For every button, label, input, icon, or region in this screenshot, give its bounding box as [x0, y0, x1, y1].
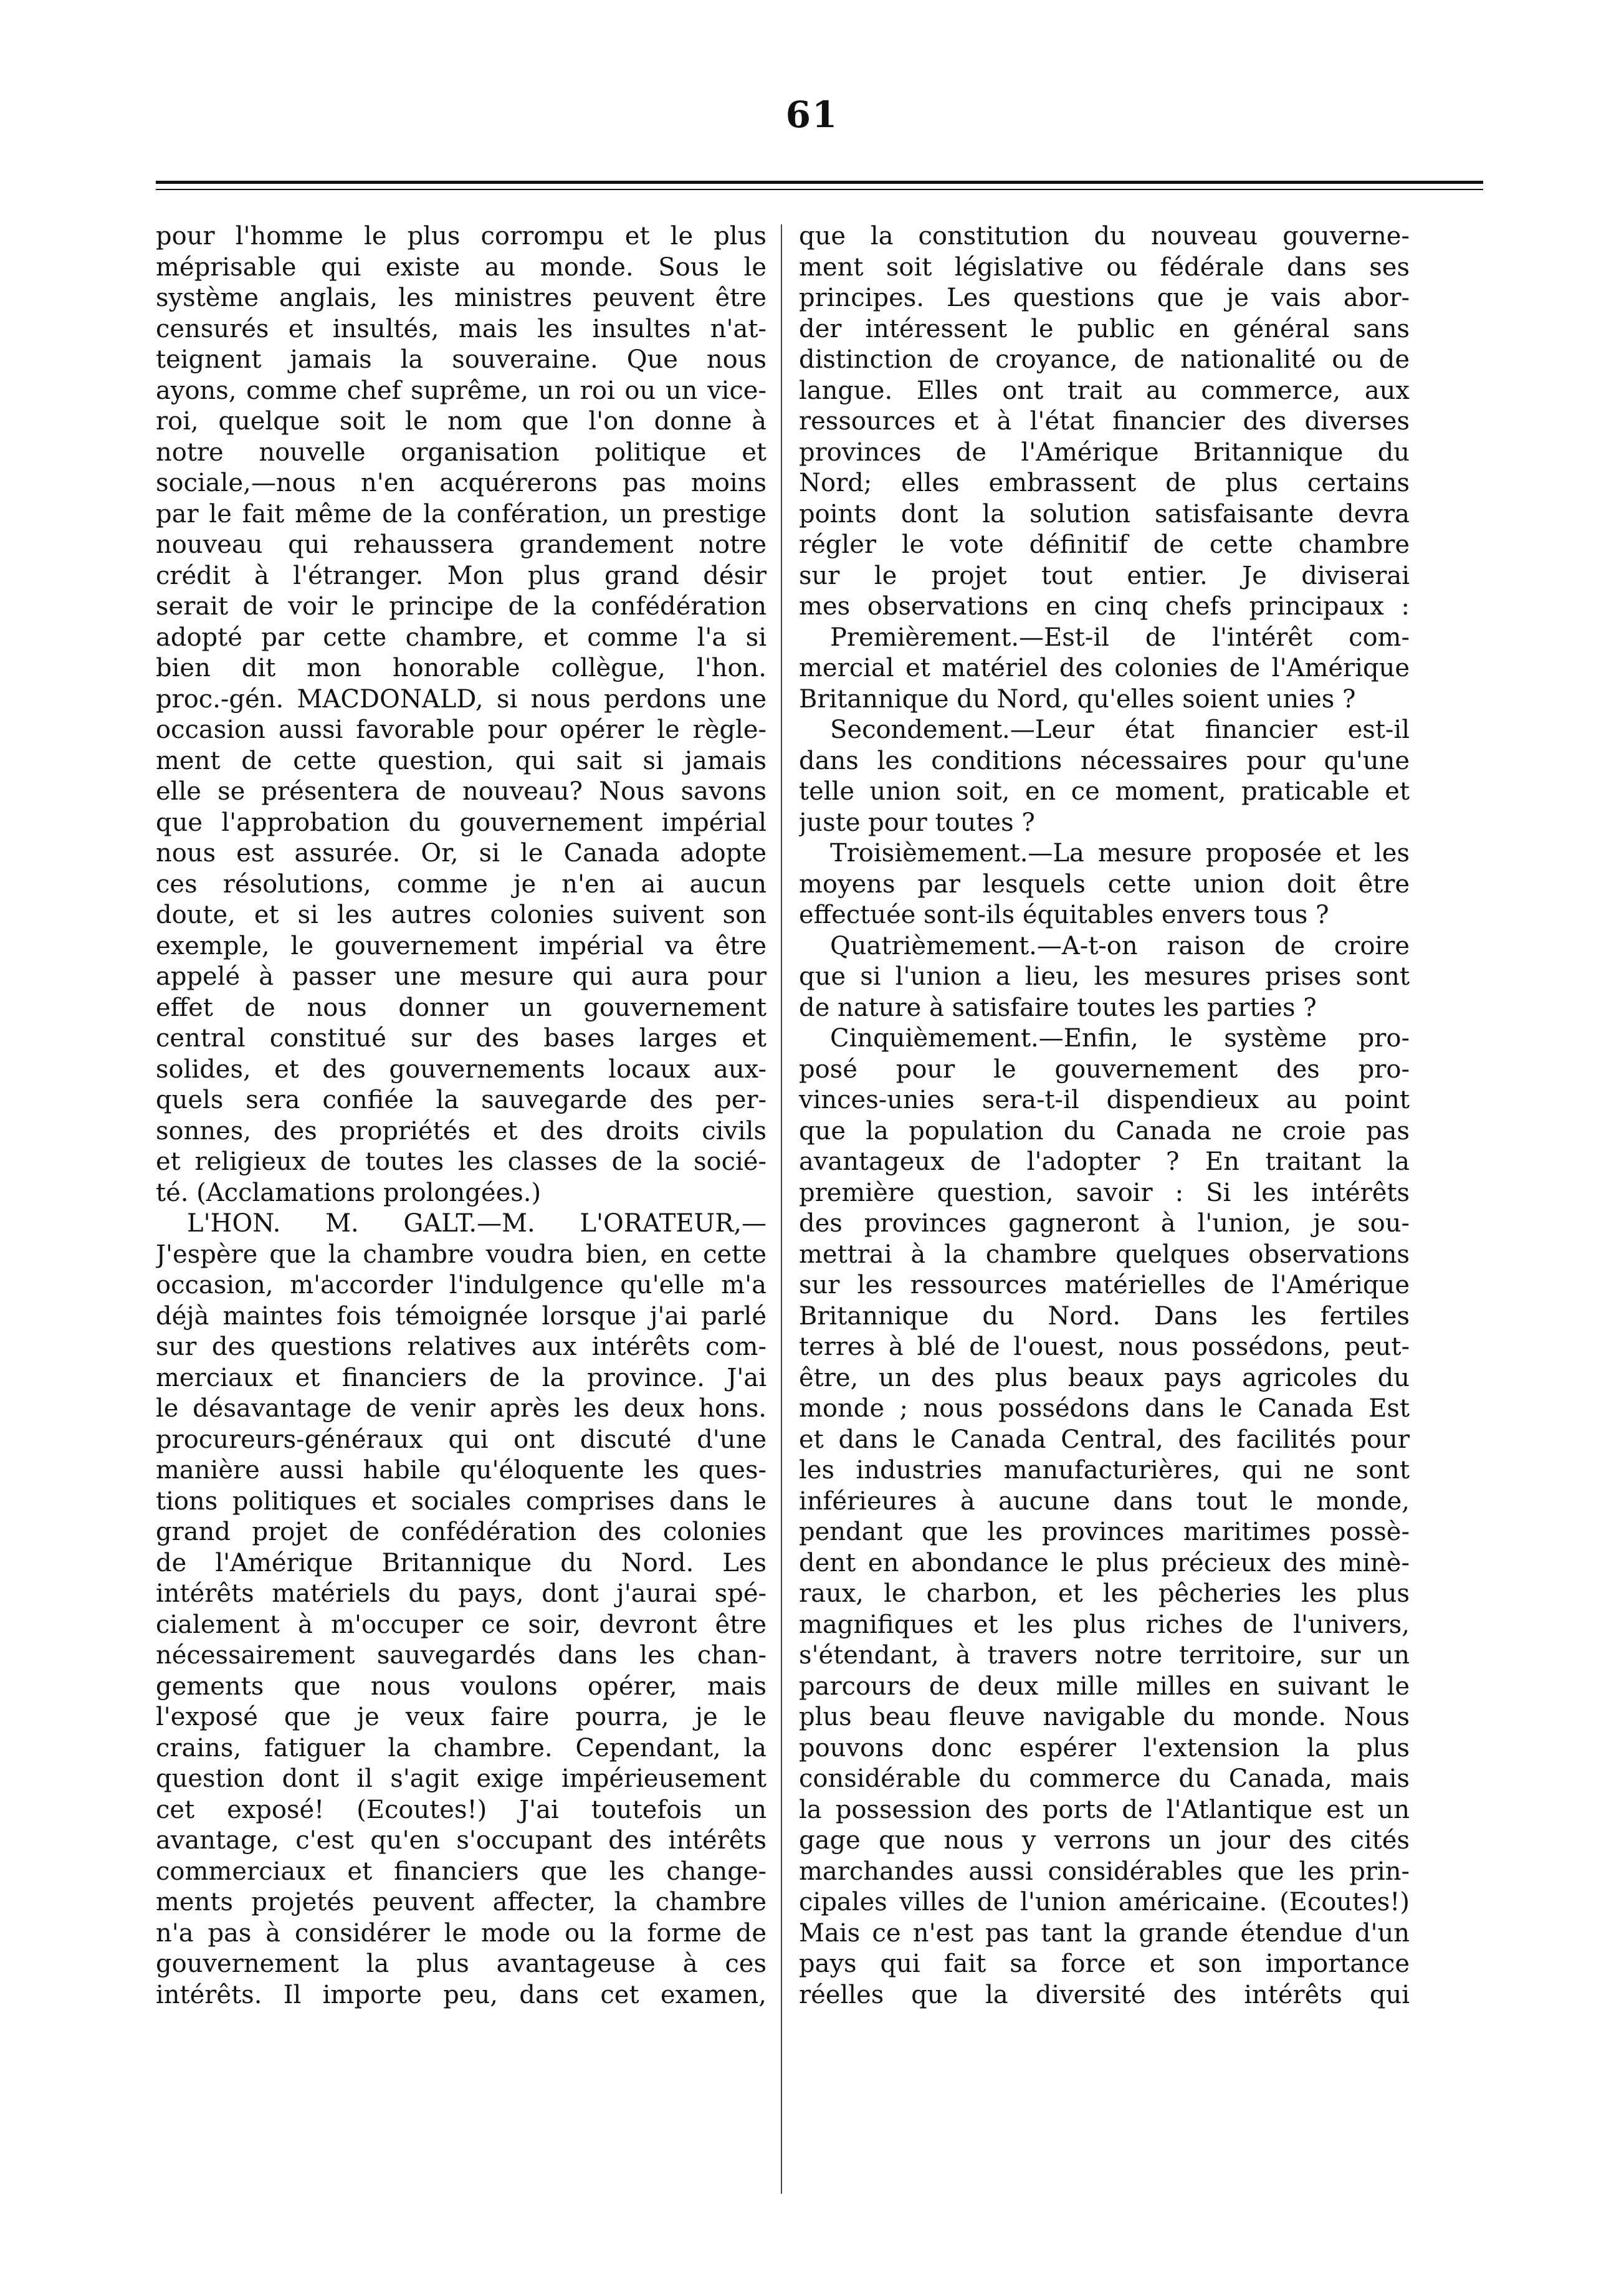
text-line: les industries manufacturières, qui ne sont [799, 1456, 1410, 1485]
text-line: première question, savoir : Si les intérêts [799, 1178, 1410, 1207]
text-line: intérêts. Il importe peu, dans cet examen, [156, 1980, 767, 2009]
text-line: telle union soit, en ce moment, praticable et [799, 777, 1410, 806]
text-line: commerciaux et financiers que les change- [156, 1857, 767, 1886]
text-line: ressources et à l'état financier des diverses [799, 407, 1410, 436]
text-line: serait de voir le principe de la confédération [156, 592, 767, 621]
text-line: der intéressent le public en général sans [799, 314, 1410, 343]
text-line: juste pour toutes ? [799, 808, 1035, 837]
text-line: nouveau qui rehaussera grandement notre [156, 530, 767, 559]
text-line: appelé à passer une mesure qui aura pour [156, 962, 767, 991]
text-line: intérêts matériels du pays, dont j'aurai spé- [156, 1579, 767, 1608]
text-line: monde ; nous possédons dans le Canada Est [799, 1394, 1410, 1423]
column-divider [781, 224, 782, 2194]
text-line: roi, quelque soit le nom que l'on donne à [156, 407, 767, 436]
text-line: ces résolutions, comme je n'en ai aucun [156, 869, 767, 899]
text-line: posé pour le gouvernement des pro- [799, 1055, 1410, 1084]
text-line: occasion, m'accorder l'indulgence qu'elle m'a [156, 1271, 767, 1299]
text-line: que la constitution du nouveau gouverne- [799, 222, 1410, 251]
text-line: et dans le Canada Central, des facilités pour [799, 1425, 1410, 1454]
text-line: procureurs-généraux qui ont discuté d'une [156, 1425, 767, 1454]
text-line: vinces-unies sera-t-il dispendieux au point [799, 1086, 1410, 1114]
text-line: régler le vote définitif de cette chambre [799, 530, 1410, 559]
text-line: ment de cette question, qui sait si jamais [156, 746, 767, 775]
text-line: magnifiques et les plus riches de l'univers, [799, 1610, 1410, 1639]
text-line: s'étendant, à travers notre territoire, sur un [799, 1641, 1410, 1670]
text-line: pouvons donc espérer l'extension la plus [799, 1733, 1410, 1763]
text-line: sur des questions relatives aux intérêts com- [156, 1332, 767, 1361]
left-column [156, 221, 767, 2011]
text-line: doute, et si les autres colonies suivent son [156, 901, 767, 929]
text-line: que la population du Canada ne croie pas [799, 1116, 1410, 1146]
text-line: Britannique du Nord. Dans les fertiles [799, 1301, 1410, 1331]
text-line: effet de nous donner un gouvernement [156, 993, 767, 1022]
text-line: notre nouvelle organisation politique et [156, 438, 767, 467]
text-line: être, un des plus beaux pays agricoles du [799, 1363, 1410, 1392]
text-line: L'HON. M. GALT.—M. L'ORATEUR,— [187, 1209, 767, 1238]
text-line: J'espère que la chambre voudra bien, en cette [156, 1240, 767, 1269]
text-line: teignent jamais la souveraine. Que nous [156, 345, 767, 374]
text-line: Mais ce n'est pas tant la grande étendue d'un [799, 1918, 1410, 1948]
text-line: système anglais, les ministres peuvent être [156, 284, 767, 312]
text-line: réelles que la diversité des intérêts qui [799, 1980, 1410, 2009]
text-line: dent en abondance le plus précieux des minè- [799, 1548, 1410, 1577]
text-line: inférieures à aucune dans tout le monde, [799, 1486, 1410, 1516]
text-line: Cinquièmement.—Enfin, le système pro- [830, 1024, 1410, 1053]
text-line: et religieux de toutes les classes de la socié- [156, 1147, 767, 1176]
text-line: nous est assurée. Or, si le Canada adopte [156, 839, 767, 868]
text-line: par le fait même de la confération, un prestige [156, 499, 767, 529]
text-line: gements que nous voulons opérer, mais [156, 1672, 767, 1701]
text-line: nécessairement sauvegardés dans les chan- [156, 1641, 767, 1670]
text-line: sur les ressources matérielles de l'Amérique [799, 1271, 1410, 1299]
text-line: té. (Acclamations prolongées.) [156, 1178, 542, 1207]
text-line: plus beau fleuve navigable du monde. Nous [799, 1703, 1410, 1731]
text-line: crédit à l'étranger. Mon plus grand désir [156, 561, 767, 590]
text-line: terres à blé de l'ouest, nous possédons, peut- [799, 1332, 1410, 1361]
text-line: quels sera confiée la sauvegarde des per- [156, 1086, 767, 1114]
text-line: distinction de croyance, de nationalité ou de [799, 345, 1410, 374]
text-line: tions politiques et sociales comprises dans le [156, 1486, 767, 1516]
text-line: mettrai à la chambre quelques observations [799, 1240, 1410, 1269]
text-line: pendant que les provinces maritimes possè- [799, 1518, 1410, 1546]
text-line: langue. Elles ont trait au commerce, aux [799, 376, 1410, 405]
text-line: méprisable qui existe au monde. Sous le [156, 252, 767, 282]
text-line: question dont il s'agit exige impérieusement [156, 1764, 767, 1793]
text-line: adopté par cette chambre, et comme l'a si [156, 623, 767, 652]
right-column [799, 221, 1410, 2011]
text-line: bien dit mon honorable collègue, l'hon. [156, 654, 767, 682]
text-line: que si l'union a lieu, les mesures prises sont [799, 962, 1410, 991]
text-line: mes observations en cinq chefs principaux : [799, 592, 1410, 621]
text-line: des provinces gagneront à l'union, je sou- [799, 1209, 1410, 1238]
text-line: grand projet de confédération des colonies [156, 1518, 767, 1546]
text-line: dans les conditions nécessaires pour qu'une [799, 746, 1410, 775]
text-line: que l'approbation du gouvernement impérial [156, 808, 767, 837]
page-number: 61 [785, 93, 839, 136]
text-line: moyens par lesquels cette union doit être [799, 869, 1410, 899]
text-line: pour l'homme le plus corrompu et le plus [156, 222, 767, 251]
text-line: avantageux de l'adopter ? En traitant la [799, 1147, 1410, 1176]
text-line: proc.-gén. MACDONALD, si nous perdons une [156, 684, 767, 714]
text-line: sur le projet tout entier. Je diviserai [799, 561, 1410, 590]
text-line: manière aussi habile qu'éloquente les ques- [156, 1456, 767, 1485]
text-line: Quatrièmement.—A-t-on raison de croire [830, 931, 1410, 960]
text-line: sonnes, des propriétés et des droits civils [156, 1116, 767, 1146]
text-line: points dont la solution satisfaisante devra [799, 499, 1410, 529]
text-line: cialement à m'occuper ce soir, devront être [156, 1610, 767, 1639]
text-line: ments projetés peuvent affecter, la chambre [156, 1888, 767, 1916]
text-line: Troisièmement.—La mesure proposée et les [830, 839, 1410, 868]
text-line: de l'Amérique Britannique du Nord. Les [156, 1548, 767, 1577]
text-line: n'a pas à considérer le mode ou la forme de [156, 1918, 767, 1948]
text-line: sociale,—nous n'en acquérerons pas moins [156, 469, 767, 497]
text-line: raux, le charbon, et les pêcheries les plus [799, 1579, 1410, 1608]
text-line: cipales villes de l'union américaine. (Ecoutes!) [799, 1888, 1410, 1916]
text-line: crains, fatiguer la chambre. Cependant, la [156, 1733, 767, 1763]
text-line: effectuée sont-ils équitables envers tous ? [799, 901, 1329, 929]
text-line: merciaux et financiers de la province. J'ai [156, 1363, 767, 1392]
text-line: censurés et insultés, mais les insultes n'at- [156, 314, 767, 343]
text-line: ment soit législative ou fédérale dans ses [799, 252, 1410, 282]
text-line: avantage, c'est qu'en s'occupant des intérêts [156, 1826, 767, 1855]
text-line: gouvernement la plus avantageuse à ces [156, 1949, 767, 1978]
text-line: mercial et matériel des colonies de l'Amérique [799, 654, 1410, 682]
text-line: central constitué sur des bases larges et [156, 1024, 767, 1053]
text-line: Britannique du Nord, qu'elles soient unies ? [799, 684, 1356, 714]
text-line: gage que nous y verrons un jour des cités [799, 1826, 1410, 1855]
text-line: exemple, le gouvernement impérial va être [156, 931, 767, 960]
text-line: déjà maintes fois témoignée lorsque j'ai parlé [156, 1301, 767, 1331]
text-line: l'exposé que je veux faire pourra, je le [156, 1703, 767, 1731]
text-line: provinces de l'Amérique Britannique du [799, 438, 1410, 467]
text-line: principes. Les questions que je vais abor- [799, 284, 1410, 312]
text-line: parcours de deux mille milles en suivant le [799, 1672, 1410, 1701]
text-line: ayons, comme chef suprême, un roi ou un vice- [156, 376, 767, 405]
text-line: la possession des ports de l'Atlantique est un [799, 1795, 1410, 1824]
text-line: occasion aussi favorable pour opérer le règle- [156, 715, 767, 744]
text-line: de nature à satisfaire toutes les parties ? [799, 993, 1317, 1022]
header-rule-thin [156, 189, 1483, 190]
text-line: Secondement.—Leur état financier est-il [830, 715, 1410, 744]
text-line: elle se présentera de nouveau? Nous savons [156, 777, 767, 806]
text-line: pays qui fait sa force et son importance [799, 1949, 1410, 1978]
text-line: Premièrement.—Est-il de l'intérêt com- [830, 623, 1410, 652]
text-line: le désavantage de venir après les deux hons. [156, 1394, 767, 1423]
text-line: cet exposé! (Ecoutes!) J'ai toutefois un [156, 1795, 767, 1824]
text-line: marchandes aussi considérables que les prin- [799, 1857, 1410, 1886]
text-line: solides, et des gouvernements locaux aux- [156, 1055, 767, 1084]
text-line: Nord; elles embrassent de plus certains [799, 469, 1410, 497]
header-rule [156, 181, 1483, 184]
text-line: considérable du commerce du Canada, mais [799, 1764, 1410, 1793]
